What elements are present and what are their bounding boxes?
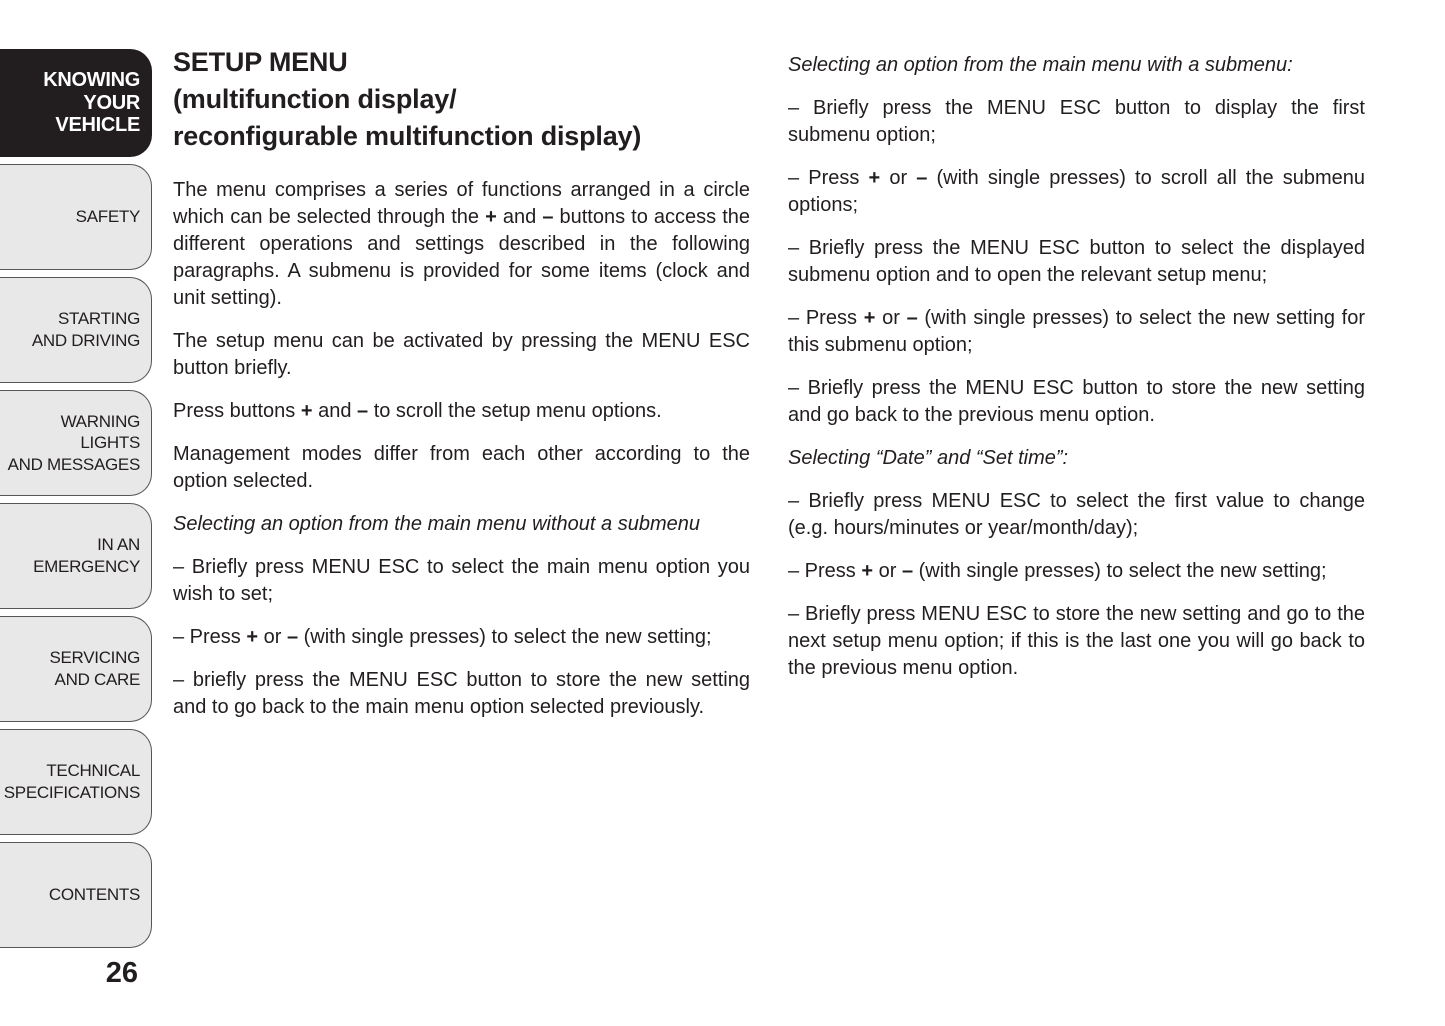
text-run: and [496,206,543,228]
bold-symbol: + [246,626,259,648]
left-column [173,44,750,737]
text-run: or [873,560,902,582]
text-run: – Press [788,167,869,189]
text-run: – Briefly press the MENU ESC button to display the first submenu option; [788,97,1365,146]
text-run: – Press [788,560,862,582]
paragraph [788,235,1365,289]
sidebar-tab-starting-and-driving [0,277,152,383]
tab-label-line: SERVICING [49,648,140,668]
paragraph [173,624,750,651]
tab-label-line: SPECIFICATIONS [3,783,140,802]
sidebar-tabs [0,49,152,948]
paragraph [788,305,1365,359]
sidebar-tab-contents [0,842,152,948]
text-run: buttons to access the different operations and settings described in the following paragraphs. A submenu is provided for some items (clock and unit setting). [173,206,751,309]
text-run: – briefly press the MENU ESC button to store the new setting and to go back to the main menu option selected previously. [173,669,750,718]
tab-label-line: KNOWING [43,69,140,92]
bold-symbol: – [542,206,554,228]
tab-label-line: AND DRIVING [31,331,140,350]
page-title-line: reconfigurable multifunction display) [173,121,642,151]
tab-label-line: EMERGENCY [33,557,140,576]
text-run: (with single presses) to select the new setting; [298,626,712,648]
bold-symbol: + [861,560,874,582]
section-heading [173,511,750,538]
text-run: (with single presses) to scroll all the submenu options; [788,167,1366,216]
page-title-line: SETUP MENU [173,47,348,77]
text-run: – Briefly press MENU ESC to select the first value to change (e.g. hours/minutes or year/month/day); [788,490,1365,539]
section-heading [788,445,1365,472]
text-run: The setup menu can be activated by pressing the MENU ESC button briefly. [173,330,750,379]
paragraph [788,488,1365,542]
paragraph [788,95,1365,149]
bold-symbol: – [286,626,299,648]
text-run: – Briefly press MENU ESC to store the new setting and go to the next setup menu option; if this is the last one you will go back to the previous menu option. [788,603,1365,679]
bold-symbol: + [485,206,497,228]
sidebar-tab-safety [0,164,152,270]
paragraph [173,328,750,382]
bold-symbol: – [901,560,914,582]
paragraph [173,554,750,608]
left-column-text [173,177,750,721]
text-run: Selecting an option from the main menu without a submenu [173,513,700,535]
text-run: Management modes differ from each other according to the option selected. [173,443,750,492]
tab-label-line: IN AN [97,535,140,555]
text-run: or [875,307,907,329]
paragraph [173,441,750,495]
text-run: – Press [788,307,864,329]
tab-label-line: WARNING LIGHTS [60,411,140,453]
text-run: – Press [173,626,247,648]
text-run: – Briefly press the MENU ESC button to store the new setting and go back to the previous menu option. [788,377,1365,426]
bold-symbol: – [916,167,928,189]
text-run: Press buttons [173,400,301,422]
sidebar-tab-servicing-and-care [0,616,152,722]
text-run: or [880,167,917,189]
sidebar-tab-in-an-emergency [0,503,152,609]
page-title-line: (multifunction display/ [173,84,457,114]
text-run: The menu comprises a series of functions arranged in a circle which can be selected through the [173,179,750,228]
text-run: to scroll the setup menu options. [368,400,662,422]
tab-label-line: YOUR [83,91,140,114]
text-run: – Briefly press the MENU ESC button to select the displayed submenu option and to open the relevant setup menu; [788,237,1365,286]
text-run: (with single presses) to select the new setting; [913,560,1327,582]
tab-label-line: AND MESSAGES [7,454,140,474]
tab-label-line: VEHICLE [55,114,140,137]
bold-symbol: + [868,167,881,189]
section-heading [788,52,1365,79]
text-run: and [312,400,358,422]
page-number: 26 [105,957,138,989]
tab-label-line: AND CARE [54,670,140,689]
paragraph [173,177,750,312]
bold-symbol: – [357,400,369,422]
content-area [173,44,1365,737]
text-run: or [258,626,287,648]
tab-label-line: TECHNICAL [46,761,140,781]
tab-label-line: SAFETY [75,207,140,227]
page-title [173,44,750,155]
paragraph [788,375,1365,429]
text-run: Selecting “Date” and “Set time”: [788,447,1069,469]
paragraph [173,398,750,425]
bold-symbol: + [300,400,313,422]
tab-label-line: STARTING [58,309,140,329]
bold-symbol: – [906,307,918,329]
paragraph [173,667,750,721]
sidebar-tab-warning-lights-and-messages [0,390,152,496]
sidebar-tab-technical-specifications [0,729,152,835]
paragraph [788,601,1365,682]
bold-symbol: + [863,307,876,329]
text-run: Selecting an option from the main menu with a submenu: [788,54,1293,76]
text-run: – Briefly press MENU ESC to select the main menu option you wish to set; [173,556,750,605]
paragraph [788,558,1365,585]
paragraph [788,165,1365,219]
sidebar-tab-knowing-your-vehicle [0,49,152,157]
tab-label-line: CONTENTS [48,885,140,905]
text-run: (with single presses) to select the new setting for this submenu option; [788,307,1366,356]
right-column [788,44,1365,737]
